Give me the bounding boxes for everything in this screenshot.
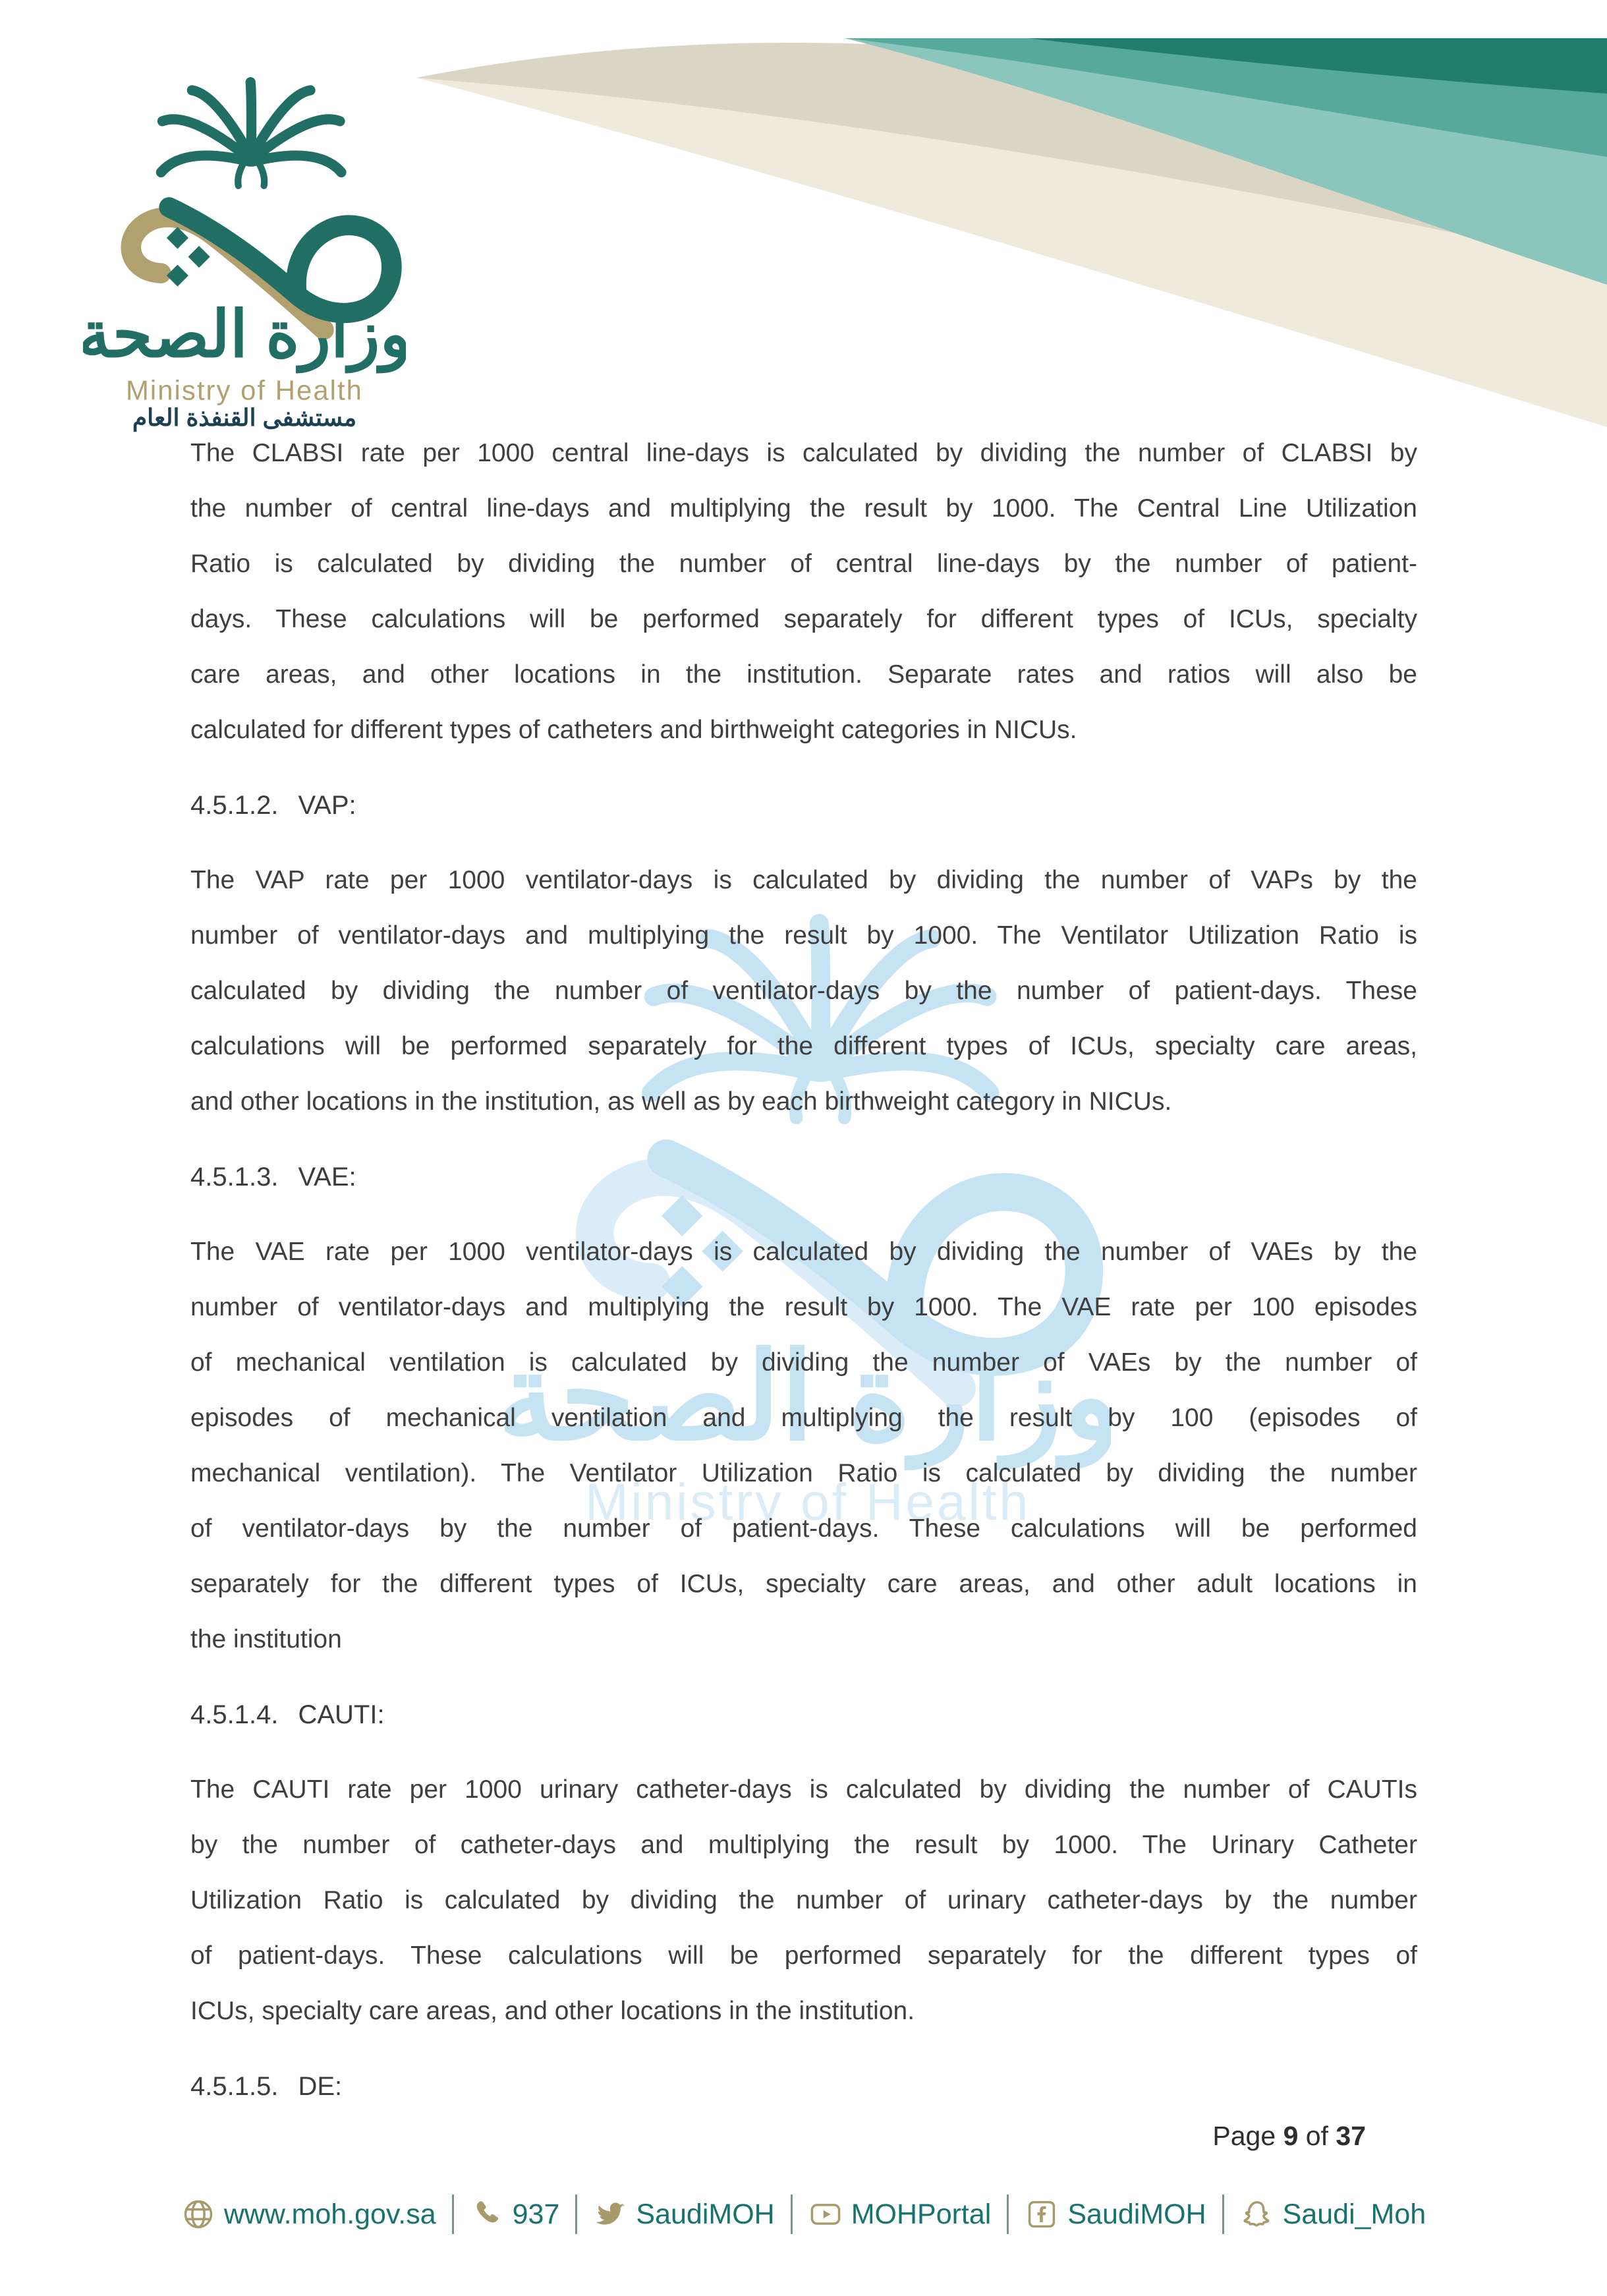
page-number (1212, 2121, 1366, 2152)
footer-link-mohportal (808, 2197, 992, 2231)
paragraph-line: calculated by dividing the number of ventilator-days by the number of patient-days. These (190, 977, 1417, 1005)
section-number: 4.5.1.5. (190, 2072, 279, 2101)
paragraph-line: The CLABSI rate per 1000 central line-days is calculated by dividing the number of CLABSI by (190, 439, 1417, 467)
section-label: CAUTI: (298, 1700, 385, 1729)
paragraph-line: of ventilator-days by the number of patient-days. These calculations will be performed (190, 1514, 1417, 1543)
moh-logo-graphic (83, 59, 406, 416)
paragraph-line: of mechanical ventilation is calculated by dividing the number of VAEs by the number of (190, 1348, 1417, 1377)
section-label: VAE: (298, 1162, 356, 1191)
paragraph-line: number of ventilator-days and multiplying the result by 1000. The VAE rate per 100 episodes (190, 1293, 1417, 1321)
phone-icon (470, 2197, 504, 2231)
moh-logo (83, 59, 406, 432)
paragraph-line: number of ventilator-days and multiplying the result by 1000. The Ventilator Utilization Ratio is (190, 921, 1417, 950)
footer-divider (575, 2195, 577, 2234)
paragraph-line: calculations will be performed separately for the different types of ICUs, specialty care areas, (190, 1032, 1417, 1060)
footer-link-937 (470, 2197, 560, 2231)
section-label: VAP: (298, 791, 356, 820)
paragraph (190, 426, 1417, 758)
footer-link-label: Saudi_Moh (1282, 2198, 1426, 2230)
footer-divider (1007, 2195, 1009, 2234)
footer-link-label: SaudiMOH (1067, 2198, 1206, 2230)
footer-divider (452, 2195, 454, 2234)
footer-link-label: SaudiMOH (636, 2198, 775, 2230)
paragraph-line: days. These calculations will be performed separately for different types of ICUs, specialty (190, 605, 1417, 633)
paragraph (190, 1762, 1417, 2039)
section-label: DE: (298, 2072, 343, 2101)
footer-link-saudi-moh (1240, 2197, 1426, 2231)
section-heading (190, 2059, 1417, 2114)
section-heading (190, 1687, 1417, 1742)
page-total: 37 (1336, 2121, 1366, 2151)
paragraph-line: of patient-days. These calculations will be performed separately for the different types of (190, 1941, 1417, 1970)
paragraph (190, 1224, 1417, 1667)
paragraph (190, 853, 1417, 1130)
section-number: 4.5.1.4. (190, 1700, 279, 1729)
document-body (190, 426, 1417, 2134)
footer-divider (1222, 2195, 1224, 2234)
section-number: 4.5.1.3. (190, 1162, 279, 1191)
footer-link-label: www.moh.gov.sa (223, 2198, 436, 2230)
page-label: Page (1212, 2121, 1276, 2151)
page-current: 9 (1283, 2121, 1299, 2151)
paragraph-line: the institution (190, 1625, 342, 1653)
paragraph-line: separately for the different types of ICUs, specialty care areas, and other adult locations in (190, 1570, 1417, 1598)
facebook-icon (1025, 2197, 1059, 2231)
footer-link-saudimoh (593, 2197, 774, 2231)
youtube-icon (808, 2197, 843, 2231)
paragraph-line: Ratio is calculated by dividing the number of central line-days by the number of patient- (190, 550, 1417, 578)
paragraph-line: Utilization Ratio is calculated by dividing the number of urinary catheter-days by the number (190, 1886, 1417, 1914)
paragraph-line: care areas, and other locations in the institution. Separate rates and ratios will also be (190, 660, 1417, 689)
footer-link-www-moh-gov-sa (181, 2197, 436, 2231)
paragraph-line: The CAUTI rate per 1000 urinary catheter-days is calculated by dividing the number of CAUTIs (190, 1775, 1417, 1804)
footer-link-label: MOHPortal (851, 2198, 992, 2230)
section-heading (190, 1149, 1417, 1205)
paragraph-line: The VAP rate per 1000 ventilator-days is calculated by dividing the number of VAPs by the (190, 866, 1417, 894)
paragraph-line: the number of central line-days and multiplying the result by 1000. The Central Line Utilization (190, 494, 1417, 523)
section-heading (190, 778, 1417, 833)
page-of-label: of (1305, 2121, 1328, 2151)
section-number: 4.5.1.2. (190, 791, 279, 820)
footer-link-label: 937 (512, 2198, 560, 2230)
paragraph-line: The VAE rate per 1000 ventilator-days is calculated by dividing the number of VAEs by the (190, 1238, 1417, 1266)
paragraph-line: by the number of catheter-days and multiplying the result by 1000. The Urinary Catheter (190, 1831, 1417, 1859)
footer-link-saudimoh (1025, 2197, 1206, 2231)
hospital-name: مستشفى القنفذة العام (132, 404, 357, 431)
paragraph-line: episodes of mechanical ventilation and multiplying the result by 100 (episodes of (190, 1404, 1417, 1432)
contact-footer (0, 2195, 1607, 2234)
footer-divider (791, 2195, 793, 2234)
snapchat-icon (1240, 2197, 1274, 2231)
twitter-icon (593, 2197, 627, 2231)
paragraph-line: and other locations in the institution, as well as by each birthweight category in NICUs. (190, 1087, 1172, 1116)
paragraph-line: mechanical ventilation). The Ventilator Utilization Ratio is calculated by dividing the number (190, 1459, 1417, 1487)
paragraph-line: ICUs, specialty care areas, and other locations in the institution. (190, 1997, 915, 2025)
paragraph-line: calculated for different types of catheters and birthweight categories in NICUs. (190, 716, 1077, 744)
globe-icon (181, 2197, 215, 2231)
